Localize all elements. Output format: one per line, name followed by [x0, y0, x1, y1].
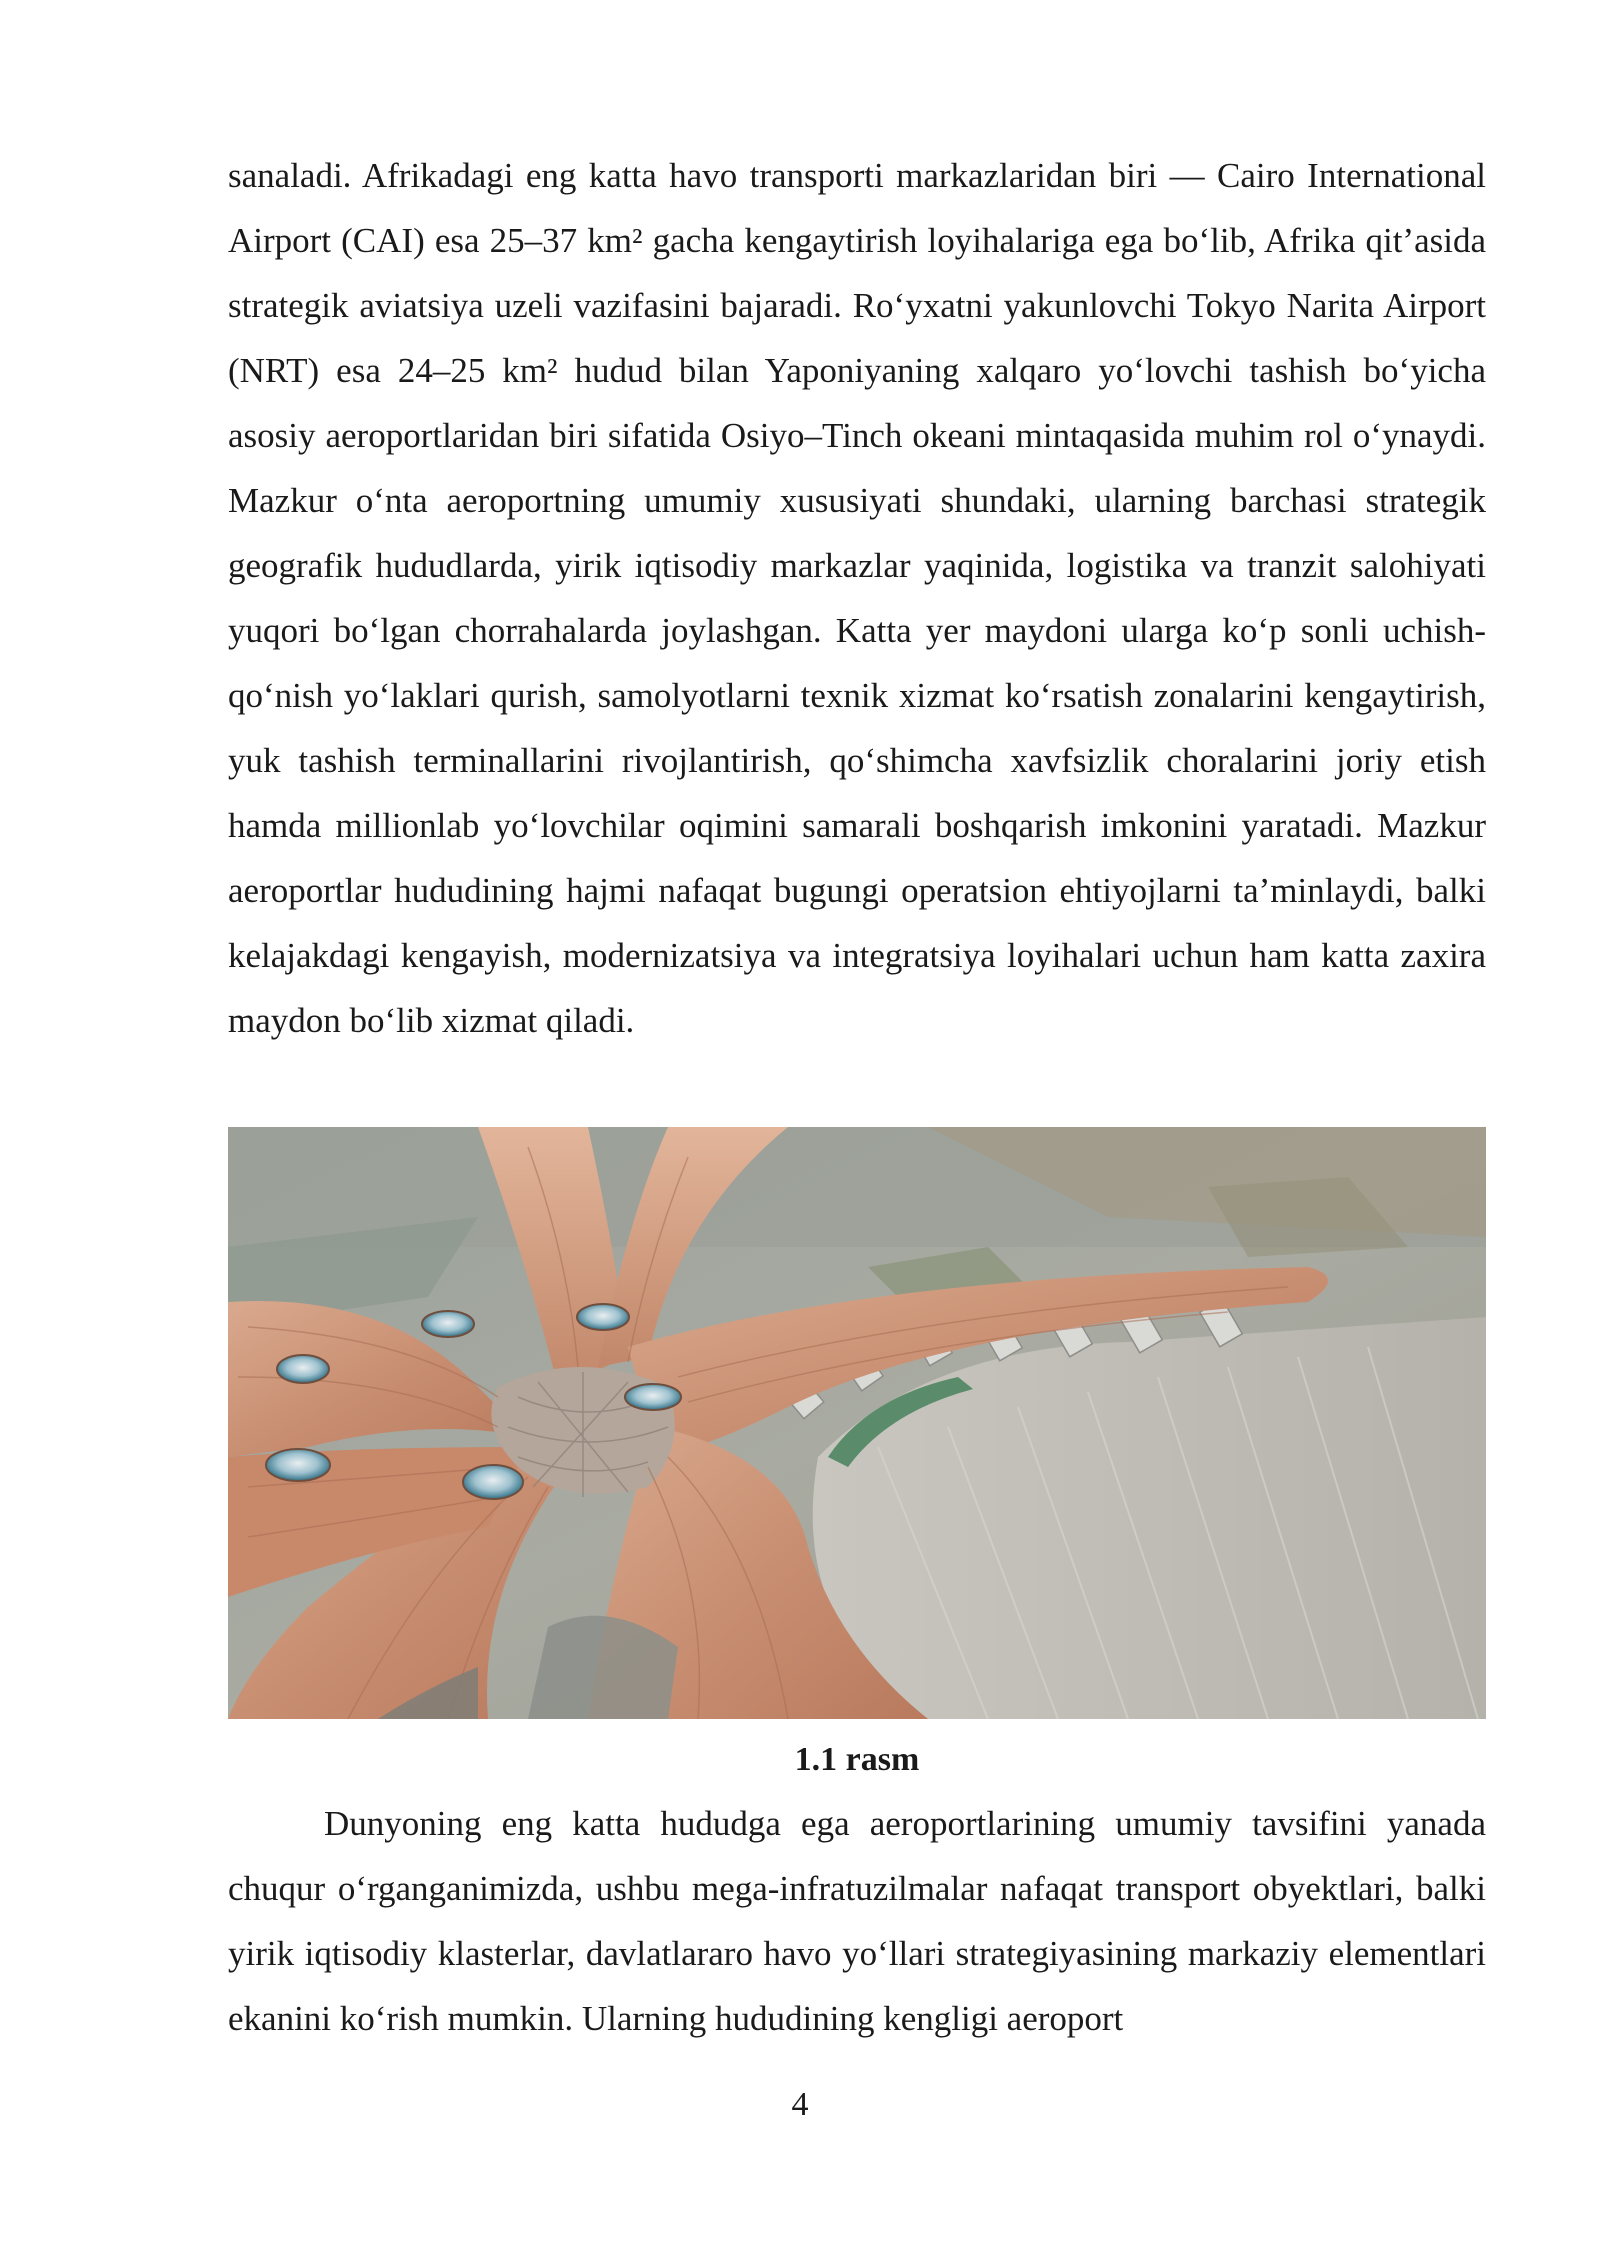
airport-aerial-photo [228, 1127, 1486, 1719]
body-paragraph-2 [228, 1791, 1486, 2051]
figure-caption: 1.1 rasm [794, 1741, 920, 1778]
paragraph-text: Dunyoning eng katta hududga ega aeroportlarining umumiy tavsifini yanada chuqur o‘rganganimizda, ushbu mega-infratuzilmalar nafaqat transport obyektlari, balki yirik iqtisodiy klasterlar, davlatlararo havo yo‘llari strategiyasining markaziy elementlari ekanini ko‘rish mumkin. Ularning hududining kengligi aeroport [228, 1804, 1486, 2038]
page-number: 4 [791, 2086, 809, 2123]
paragraph-text: sanaladi. Afrikadagi eng katta havo transporti markazlaridan biri — Cairo International Airport (CAI) esa 25–37 km² gacha kengaytirish loyihalariga ega bo‘lib, Afrika qit’asida strategik aviatsiya uzeli vazifasini bajaradi. Ro‘yxatni yakunlovchi Tokyo Narita Airport (NRT) esa 24–25 km² hudud bilan Yaponiyaning xalqaro yo‘lovchi tashish bo‘yicha asosiy aeroportlaridan biri sifatida Osiyo–Tinch okeani mintaqasida muhim rol o‘ynaydi. Mazkur o‘nta aeroportning umumiy xususiyati shundaki, ularning barchasi strategik geografik hududlarda, yirik iqtisodiy markazlar yaqinida, logistika va tranzit salohiyati yuqori bo‘lgan chorrahalarda joylashgan. Katta yer maydoni ularga ko‘p sonli uchish-qo‘nish yo‘laklari qurish, samolyotlarni texnik xizmat ko‘rsatish zonalarini kengaytirish, yuk tashish terminallarini rivojlantirish, qo‘shimcha xavfsizlik choralarini joriy etish hamda millionlab yo‘lovchilar oqimini samarali boshqarish imkonini yaratadi. Mazkur aeroportlar hududining hajmi nafaqat bugungi operatsion ehtiyojlarni ta’minlaydi, balki kelajakdagi kengayish, modernizatsiya va integratsiya loyihalari uchun ham katta zaxira maydon bo‘lib xizmat qiladi. [228, 156, 1486, 1040]
body-paragraph-1 [228, 143, 1486, 1053]
